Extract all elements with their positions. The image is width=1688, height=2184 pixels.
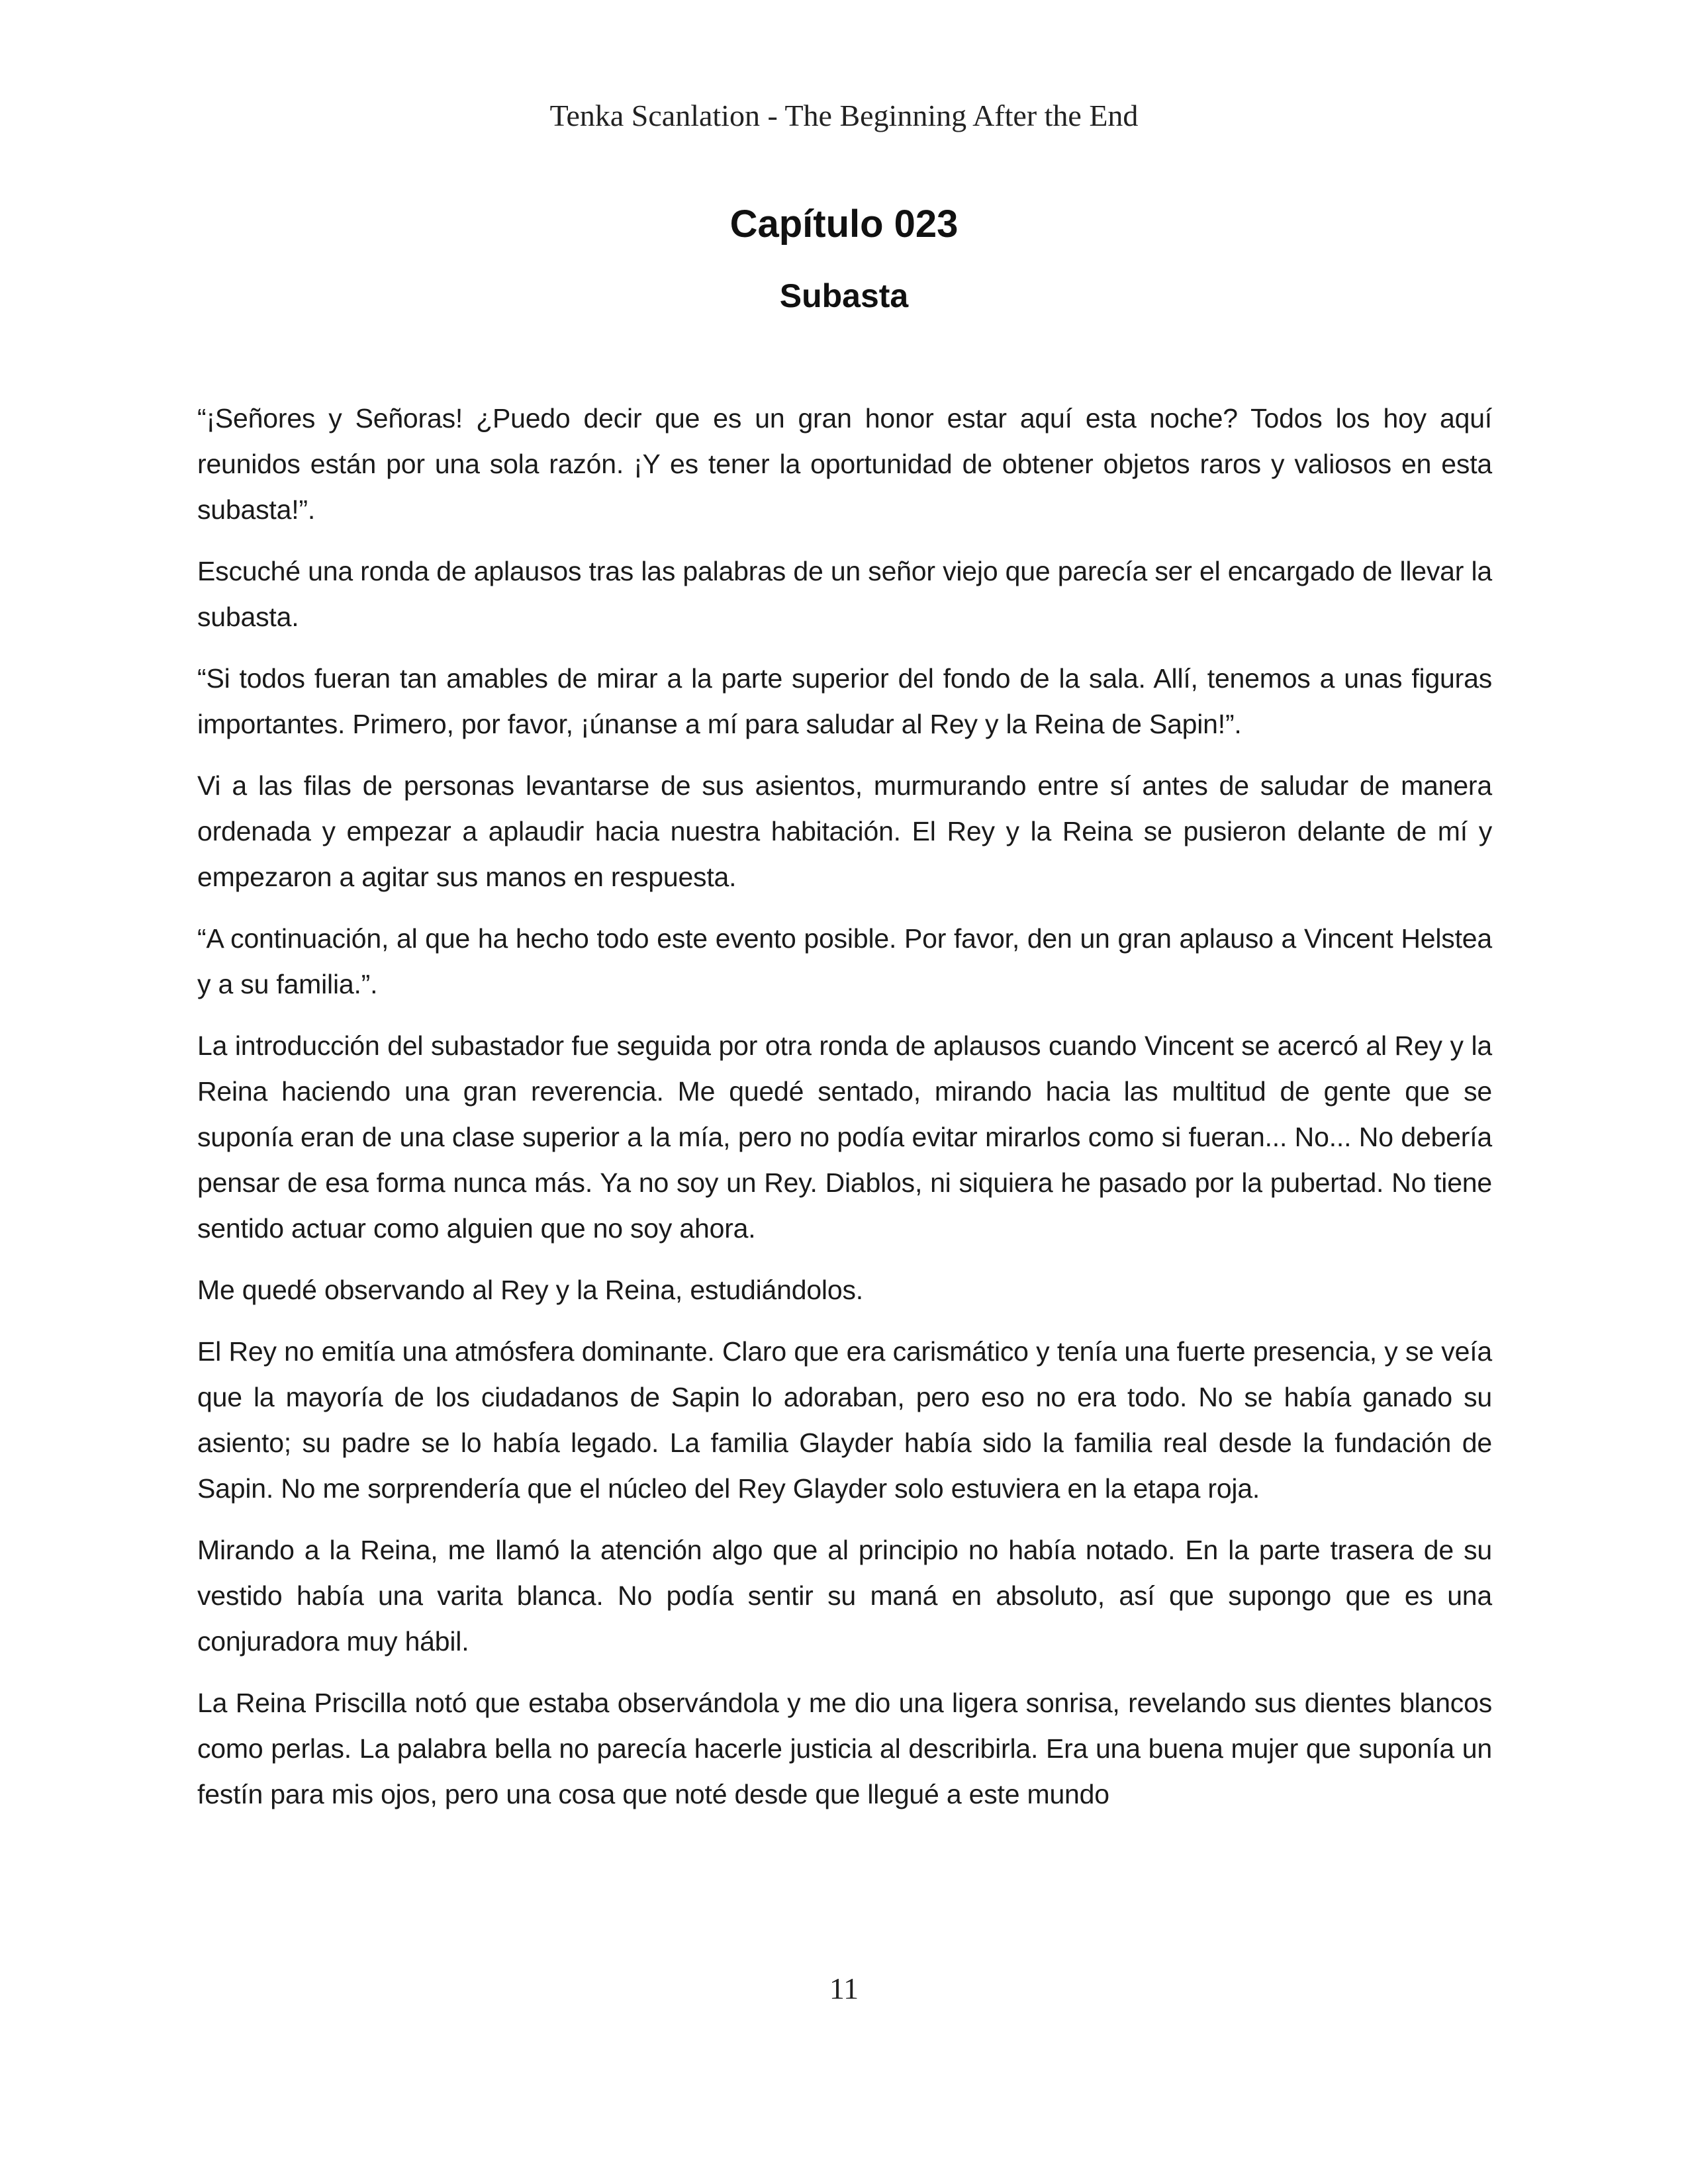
paragraph: Me quedé observando al Rey y la Reina, estudiándolos. xyxy=(197,1275,863,1305)
chapter-subtitle: Subasta xyxy=(779,277,909,314)
paragraph: Escuché una ronda de aplausos tras las palabras de un señor viejo que parecía ser el encargado de llevar la subasta. xyxy=(197,556,1492,632)
paragraph: La introducción del subastador fue seguida por otra ronda de aplausos cuando Vincent se acercó al Rey y la Reina haciendo una gran reverencia. Me quedé sentado, mirando hacia las multitud de gente que se suponía eran de una clase superior a la mía, pero no podía evitar mirarlos como si fueran... No... No debería pensar de esa forma nunca más. Ya no soy un Rey. Diablos, ni siquiera he pasado por la pubertad. No tiene sentido actuar como alguien que no soy ahora. xyxy=(197,1030,1492,1244)
paragraph: La Reina Priscilla notó que estaba observándola y me dio una ligera sonrisa, revelando sus dientes blancos como perlas. La palabra bella no parecía hacerle justicia al describirla. Era una buena mujer que suponía un festín para mis ojos, pero una cosa que noté desde que llegué a este mundo xyxy=(197,1688,1492,1809)
page-number: 11 xyxy=(829,1972,859,2005)
chapter-title: Capítulo 023 xyxy=(729,203,959,246)
paragraph: El Rey no emitía una atmósfera dominante. Claro que era carismático y tenía una fuerte presencia, y se veía que la mayoría de los ciudadanos de Sapin lo adoraban, pero eso no era todo. No se había ganado su asiento; su padre se lo había legado. La familia Glayder había sido la familia real desde la fundación de Sapin. No me sorprendería que el núcleo del Rey Glayder solo estuviera en la etapa roja. xyxy=(197,1336,1492,1504)
paragraph: “A continuación, al que ha hecho todo este evento posible. Por favor, den un gran aplauso a Vincent Helstea y a su familia.”. xyxy=(197,923,1492,999)
paragraph: “Si todos fueran tan amables de mirar a la parte superior del fondo de la sala. Allí, tenemos a unas figuras importantes. Primero, por favor, ¡únanse a mí para saludar al Rey y la Reina de Sapin!”. xyxy=(197,663,1492,739)
running-header: Tenka Scanlation - The Beginning After the End xyxy=(549,99,1139,132)
body-text xyxy=(197,396,1492,1833)
paragraph: Vi a las filas de personas levantarse de sus asientos, murmurando entre sí antes de saludar de manera ordenada y empezar a aplaudir hacia nuestra habitación. El Rey y la Reina se pusieron delante de mí y empezaron a agitar sus manos en respuesta. xyxy=(197,770,1492,892)
paragraph: “¡Señores y Señoras! ¿Puedo decir que es un gran honor estar aquí esta noche? Todos los hoy aquí reunidos están por una sola razón. ¡Y es tener la oportunidad de obtener objetos raros y valiosos en esta subasta!”. xyxy=(197,403,1492,525)
paragraph: Mirando a la Reina, me llamó la atención algo que al principio no había notado. En la parte trasera de su vestido había una varita blanca. No podía sentir su maná en absoluto, así que supongo que es una conjuradora muy hábil. xyxy=(197,1535,1492,1657)
